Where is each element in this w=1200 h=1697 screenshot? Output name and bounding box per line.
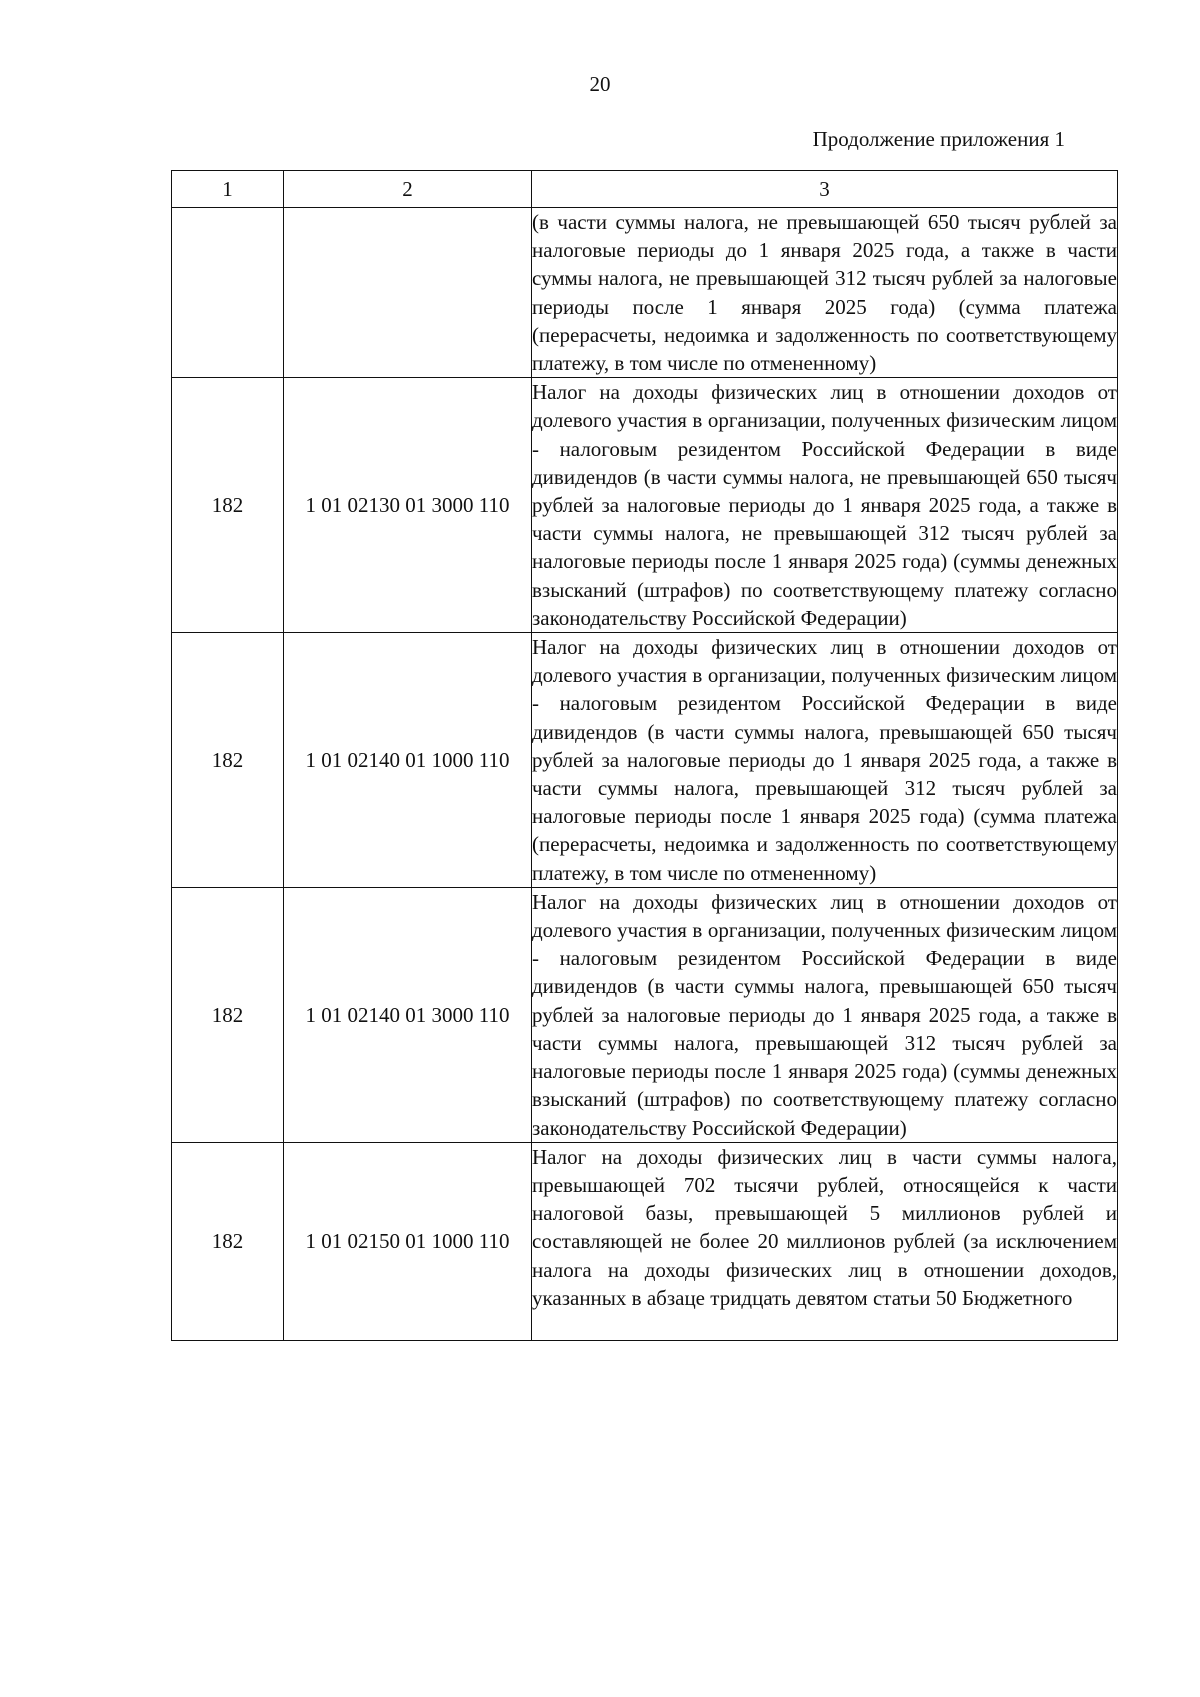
admin-code-cell: 182 (172, 633, 284, 888)
description-cell (532, 1142, 1118, 1340)
admin-code-cell: 182 (172, 887, 284, 1142)
table-row (172, 633, 1118, 888)
column-header-2: 2 (284, 171, 532, 208)
description-cell: Налог на доходы физических лиц в отношении доходов от долевого участия в организации, полученных физическим лицом - налоговым резидентом Российской Федерации в виде дивидендов (в части суммы налога, превышающей 650 тысяч рублей за налоговые периоды до 1 января 2025 года, а также в части суммы налога, превышающей 312 тысяч рублей за налоговые периоды после 1 января 2025 года) (суммы денежных взысканий (штрафов) по соответствующему платежу согласно законодательству Российской Федерации) (532, 887, 1118, 1142)
table-row (172, 208, 1118, 378)
description-cell: Налог на доходы физических лиц в отношении доходов от долевого участия в организации, полученных физическим лицом - налоговым резидентом Российской Федерации в виде дивидендов (в части суммы налога, не превышающей 650 тысяч рублей за налоговые периоды до 1 января 2025 года, а также в части суммы налога, не превышающей 312 тысяч рублей за налоговые периоды после 1 января 2025 года) (суммы денежных взысканий (штрафов) по соответствующему платежу согласно законодательству Российской Федерации) (532, 378, 1118, 633)
budget-code-cell: 1 01 02140 01 1000 110 (284, 633, 532, 888)
budget-code-cell: 1 01 02130 01 3000 110 (284, 378, 532, 633)
page-number: 20 (589, 72, 611, 96)
table-row (172, 1142, 1118, 1340)
description-text: Налог на доходы физических лиц в части суммы налога, превышающей 702 тысячи рублей, относящейся к части налоговой базы, превышающей 5 миллионов рублей и составляющей не более 20 миллионов рублей (за исключением налога на доходы физических лиц в отношении доходов, указанных в абзаце тридцать девятом статьи 50 Бюджетного (532, 1144, 1117, 1310)
description-cell: (в части суммы налога, не превышающей 650 тысяч рублей за налоговые периоды до 1 января 2025 года, а также в части суммы налога, не превышающей 312 тысяч рублей за налоговые периоды после 1 января 2025 года) (сумма платежа (перерасчеты, недоимка и задолженность по соответствующему платежу, в том числе по отмененному) (532, 208, 1118, 378)
table-row (172, 887, 1118, 1142)
description-cell: Налог на доходы физических лиц в отношении доходов от долевого участия в организации, полученных физическим лицом - налоговым резидентом Российской Федерации в виде дивидендов (в части суммы налога, превышающей 650 тысяч рублей за налоговые периоды до 1 января 2025 года, а также в части суммы налога, превышающей 312 тысяч рублей за налоговые периоды после 1 января 2025 года) (сумма платежа (перерасчеты, недоимка и задолженность по соответствующему платежу, в том числе по отмененному) (532, 633, 1118, 888)
budget-classification-table (171, 170, 1118, 1341)
budget-code-cell (284, 208, 532, 378)
admin-code-cell (172, 208, 284, 378)
column-header-1: 1 (172, 171, 284, 208)
table-header-row (172, 171, 1118, 208)
budget-code-cell: 1 01 02150 01 1000 110 (284, 1142, 532, 1340)
admin-code-cell: 182 (172, 1142, 284, 1340)
column-header-3: 3 (532, 171, 1118, 208)
table-row (172, 378, 1118, 633)
admin-code-cell: 182 (172, 378, 284, 633)
budget-code-cell: 1 01 02140 01 3000 110 (284, 887, 532, 1142)
appendix-continuation-note: Продолжение приложения 1 (812, 127, 1065, 151)
